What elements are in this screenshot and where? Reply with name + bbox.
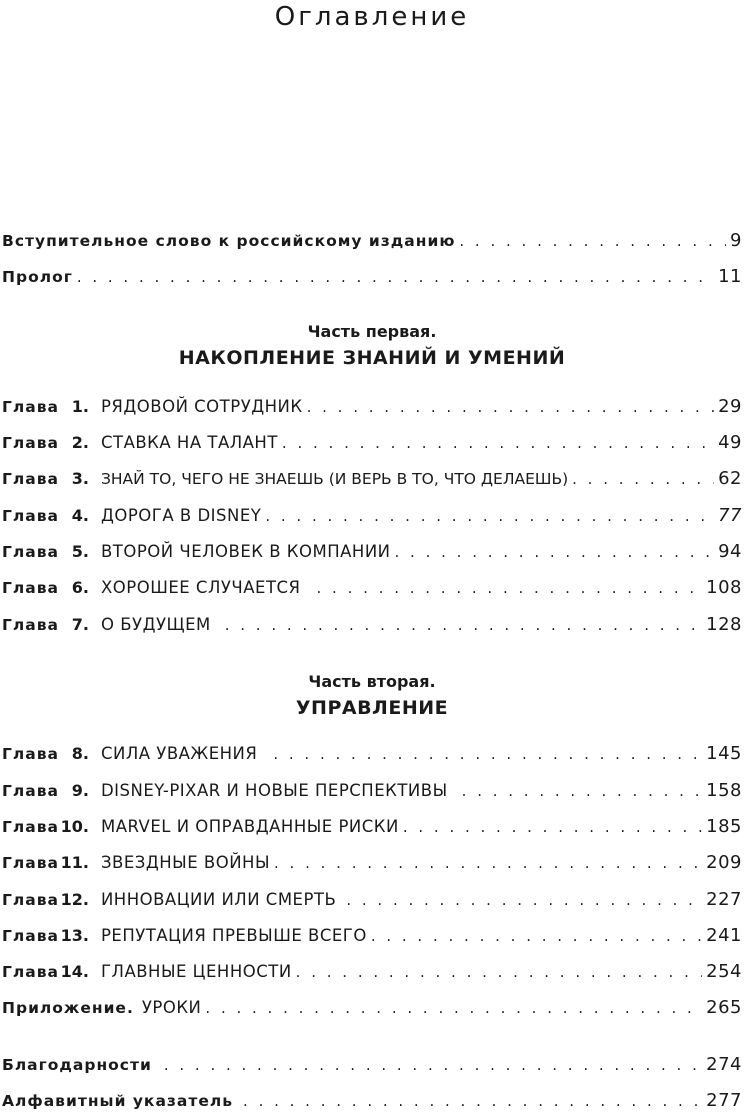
chapter-title: О БУДУЩЕМ (100, 615, 211, 634)
chapter-label: Глава (2, 507, 59, 525)
chapter-label: Глава (2, 818, 59, 836)
part-two-subtitle: Часть вторая. (308, 672, 436, 691)
toc-entry-index[interactable] (2, 1088, 742, 1114)
toc-chapter-5[interactable] (2, 539, 742, 565)
part-one-subtitle: Часть первая. (307, 322, 437, 341)
page-title: Оглавление (274, 2, 470, 32)
page-number: 254 (706, 961, 742, 982)
chapter-label: Глава (2, 616, 59, 634)
page-number: 158 (706, 780, 742, 801)
dot-leader (164, 1052, 702, 1078)
chapter-label: Глава (2, 470, 59, 488)
dot-leader (205, 995, 702, 1021)
chapter-title: ЗВЕЗДНЫЕ ВОЙНЫ (100, 853, 271, 872)
chapter-label: Глава (2, 927, 59, 945)
chapter-title: ХОРОШЕЕ СЛУЧАЕТСЯ (100, 578, 301, 597)
page-number: 9 (730, 230, 742, 251)
dot-leader (462, 778, 702, 804)
dot-leader (371, 923, 702, 949)
toc-chapter-11[interactable] (2, 850, 742, 876)
chapter-number: 4. (71, 506, 89, 525)
chapter-label: Глава (2, 745, 59, 763)
chapter-number: 13. (60, 926, 89, 945)
toc-chapter-2[interactable] (2, 430, 742, 456)
part-one-title: НАКОПЛЕНИЕ ЗНАНИЙ И УМЕНИЙ (178, 347, 566, 369)
chapter-title: ВТОРОЙ ЧЕЛОВЕК В КОМПАНИИ (100, 542, 391, 561)
chapter-number: 9. (71, 781, 89, 800)
chapter-number: 14. (60, 962, 89, 981)
chapter-number: 2. (71, 433, 89, 452)
chapter-number: 10. (60, 817, 89, 836)
dot-leader (225, 612, 702, 638)
toc-entry-foreword[interactable] (2, 228, 742, 254)
part-two-title: УПРАВЛЕНИЕ (295, 697, 449, 719)
toc-chapter-10[interactable] (2, 814, 742, 840)
toc-entry-appendix[interactable] (2, 995, 742, 1021)
page-number: 77 (718, 505, 742, 526)
chapter-number: 3. (71, 469, 89, 488)
chapter-label: Глава (2, 782, 59, 800)
chapter-label: Глава (2, 579, 59, 597)
toc-chapter-12[interactable] (2, 887, 742, 913)
page-number: 277 (706, 1090, 742, 1111)
toc-chapter-4[interactable] (2, 503, 742, 529)
page-number: 241 (706, 925, 742, 946)
chapter-label: Глава (2, 854, 59, 872)
page-number: 145 (706, 743, 742, 764)
toc-chapter-8[interactable] (2, 741, 742, 767)
page-number: 29 (718, 396, 742, 417)
page-number: 185 (706, 816, 742, 837)
chapter-number: 5. (71, 542, 89, 561)
dot-leader (274, 850, 702, 876)
entry-label: Пролог (2, 268, 73, 286)
page-number: 11 (718, 266, 742, 287)
dot-leader (403, 814, 702, 840)
page-number: 62 (718, 468, 742, 489)
chapter-title: ЗНАЙ ТО, ЧЕГО НЕ ЗНАЕШЬ (И ВЕРЬ В ТО, ЧТО ДЕЛАЕШЬ) (100, 470, 569, 488)
page-number: 265 (706, 997, 742, 1018)
page-number: 108 (706, 577, 742, 598)
dot-leader (243, 1088, 702, 1114)
toc-chapter-13[interactable] (2, 923, 742, 949)
dot-leader (282, 430, 714, 456)
page-number: 274 (706, 1054, 742, 1075)
page-number: 209 (706, 852, 742, 873)
entry-label: Алфавитный указатель (2, 1092, 234, 1110)
toc-chapter-1[interactable] (2, 394, 742, 420)
chapter-label: Глава (2, 434, 59, 452)
toc-chapter-9[interactable] (2, 778, 742, 804)
chapter-label: Глава (2, 891, 59, 909)
dot-leader (459, 228, 726, 254)
entry-label: Вступительное слово к российскому изданию (2, 232, 456, 250)
dot-leader (296, 959, 702, 985)
chapter-title: СИЛА УВАЖЕНИЯ (100, 744, 258, 763)
dot-leader (273, 741, 702, 767)
chapter-label: Глава (2, 963, 59, 981)
chapter-title: ИННОВАЦИИ ИЛИ СМЕРТЬ (100, 890, 337, 909)
chapter-number: 8. (71, 744, 89, 763)
dot-leader (346, 887, 702, 913)
dot-leader (307, 394, 714, 420)
chapter-title: DISNEY-PIXAR И НОВЫЕ ПЕРСПЕКТИВЫ (100, 781, 448, 800)
dot-leader (572, 466, 714, 492)
chapter-number: 12. (60, 890, 89, 909)
chapter-title: MARVEL И ОПРАВДАННЫЕ РИСКИ (100, 817, 399, 836)
chapter-number: 6. (71, 578, 89, 597)
dot-leader (77, 264, 714, 290)
appendix-title: УРОКИ (141, 998, 202, 1017)
toc-chapter-6[interactable] (2, 575, 742, 601)
chapter-title: ГЛАВНЫЕ ЦЕННОСТИ (100, 962, 292, 981)
entry-label: Благодарности (2, 1056, 152, 1074)
chapter-number: 7. (71, 615, 89, 634)
chapter-title: СТАВКА НА ТАЛАНТ (100, 433, 278, 452)
appendix-label: Приложение. (2, 999, 134, 1017)
toc-chapter-7[interactable] (2, 612, 742, 638)
page-number: 49 (718, 432, 742, 453)
chapter-number: 11. (60, 853, 89, 872)
toc-chapter-14[interactable] (2, 959, 742, 985)
page-number: 128 (706, 614, 742, 635)
dot-leader (395, 539, 715, 565)
chapter-number: 1. (71, 397, 89, 416)
chapter-title: ДОРОГА В DISNEY (100, 506, 262, 525)
chapter-title: РЕПУТАЦИЯ ПРЕВЫШЕ ВСЕГО (100, 926, 367, 945)
chapter-title: РЯДОВОЙ СОТРУДНИК (100, 397, 303, 416)
dot-leader (317, 575, 703, 601)
page-number: 227 (706, 889, 742, 910)
toc-chapter-3[interactable] (2, 466, 742, 492)
chapter-label: Глава (2, 543, 59, 561)
chapter-label: Глава (2, 398, 59, 416)
toc-entry-prologue[interactable] (2, 264, 742, 290)
dot-leader (265, 503, 714, 529)
page-number: 94 (718, 541, 742, 562)
toc-entry-acknowledgements[interactable] (2, 1052, 742, 1078)
